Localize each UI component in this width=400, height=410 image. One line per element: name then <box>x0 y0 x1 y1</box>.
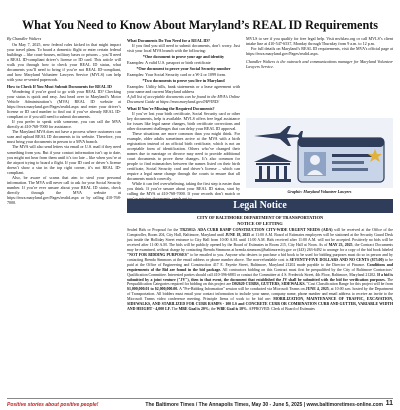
legal-text-bold: JUNE 4, 2025 <box>305 287 329 292</box>
legal-text-bold: $1,000,000.01 to $2,000,000.00. <box>127 287 179 292</box>
page-footer <box>7 400 393 410</box>
legal-text-bold: "NOT FOR BIDDING PURPOSES" <box>127 252 190 257</box>
article-paragraph: The Maryland MVA does not have a process where customers can scan and upload REAL ID documents to its website. Therefore, you must bring your documents in person to a MVA branch. <box>7 129 121 145</box>
legal-text: "Cost Classification Range for this project will be from <box>305 282 393 287</box>
legal-text-bold: MOBILIZATION, MAINTENANCE OF TRAFFIC, EXCAVATION, SIDEWALKS, AND STABILIZED FOR CURB RAMPS - 100 LS and CONCRETE CURB OR COMBINATION CURB AND GUTTER, VARIABLE WIDTH AND HEIGHT - 4,000 LF. <box>127 297 394 312</box>
section-heading: How to Check If You Must Submit Documents for REAL ID <box>7 83 112 89</box>
legal-text-bold: MAY 23, 2025 <box>328 242 353 247</box>
article-paragraph: If you prefer to speak with someone, you can call the MVA directly at 410-768-7000 for assistance. <box>7 119 121 130</box>
legal-text-bold: Conditions and requirements of the Bid are found in the bid package. <box>127 262 393 272</box>
article-paragraph: If you find you still need to submit documents, don’t worry. Just visit your local MVA branch with the following: <box>127 42 240 53</box>
requirement-example: Examples: Utility bills, bank statements or a lease agreement with your name and current Maryland address <box>127 83 240 94</box>
requirement-example: Examples: Your Social Security card or a W-2 or 1099 form. <box>127 71 227 77</box>
legal-notice-body <box>127 228 393 312</box>
legal-text-bold: If a bid is submitted by a joint venture ("JV"), then in that event, the document that established the JV shall be submitted with the bid for verification purposes. <box>127 272 393 282</box>
legal-text: , the Contract Documents may be examined, without charge by contacting Brenda Simmons at brenda.simmons@baltimorecity.gov or (443) 263-6492 to arrange for a copy of the bid book labeled <box>127 242 393 252</box>
legal-text: at 11:00 A.M. Board of Estimates employees will be stationed at the Security Guard Desk just inside the Holliday Street entrance to City Hall from 10:00 A.M. until 11:00 A.M. Bids received after 11:00 A.M. will not be accepted. Positively no bids will be received after 11:00 A.M. The bids will be publicly opened by the Board of Estimates in Room 215, City Hall at Noon. As of <box>127 232 393 247</box>
footer-tagline: Positive stories about positive people! <box>7 402 99 408</box>
article-column-2 <box>127 36 240 201</box>
byline: By Chandler Walters <box>7 36 42 41</box>
legal-text-bold: D02620 CURBS, GUTTERS, SIDEWALKS. <box>232 282 306 287</box>
id-card-icon <box>298 138 384 182</box>
article-paragraph: MVLS to see if you qualify for free legal help. Visit mvlslaw.org or call MVLS’s client intake line at 410-547-6537, Monday through Thursday from 9 a.m. to 12 p.m. <box>246 36 393 47</box>
legal-text: Sealed Bids or Proposal for the <box>127 228 180 232</box>
article-paragraph: On May 7, 2025, new federal rules kicked in that might impact your travel plans. To board a domestic flight or enter certain federal buildings – like court-houses, military bases or prisons – you’ll need a REAL ID-compliant driver’s license or ID card. This article will walk you through how to check your REAL ID status, what documents you’ll need to bring if you’re not REAL ID-compliant, and how Maryland Volunteer Lawyers Service (MVLS) can help with your re-sented paperwork. <box>7 42 121 83</box>
article-paragraph: Also, be aware of scams that aim to steal your personal information. The MVA will never call to ask for your Social Security number. If you’re ever unsure about your REAL ID status, check directly through the MVA website at https://mva.maryland.gov/Pages/realid.aspx or by calling 410-768-7000. <box>7 174 121 205</box>
legal-text: ; the <box>208 307 217 312</box>
section-heading: What Documents Do You Need for a REAL ID? <box>127 37 211 43</box>
real-id-graphic <box>246 118 393 188</box>
legal-notice-title <box>127 215 393 226</box>
legal-text-bold: WBE Goal is 10% <box>216 307 247 312</box>
article-paragraph: These situations are more common than you might think. For example, older adults sometimes arrive at the MVA with a birth registration instead of an official birth certificate, which is not an acceptable form of identification. Others who’ve changed their names due to marriage or divorce may need to provide additional court documents to prove these changes. It’s also common for people to find mismatches between the names listed on their birth certificate, Social Security card and driver’s license – which can require a legal name change through the courts to ensure that all documents match correctly. <box>127 130 240 182</box>
legal-text-bold: SEVENTY-FIVE DOLLARS AND NO CENTS ($75.00) <box>289 257 384 262</box>
legal-text-bold: JUNE 18, 2025 <box>225 232 251 237</box>
real-id-illustration <box>246 118 393 188</box>
column-3-text <box>246 36 393 69</box>
legal-text-bold: TR25012: ADA CURB RAMP CONSTRUCTION CITY-WIDE URGENT NEEDS (ADA) <box>179 228 333 232</box>
legal-text: . APPROVED: Clerk of Board of Estimates <box>246 307 315 312</box>
legal-notice-banner: Legal Notice <box>127 199 393 213</box>
requirement-heading: *One document to prove your age and identity <box>142 53 225 59</box>
legal-text: , at 10:00 a.m. hosted by the Department of Transportation. All bidders must email your contact information to include your name, company name, phone number and email address to receive an invite to the Microsoft Teams video conference meeting. Principle Items of work to be bid are: <box>127 287 393 302</box>
page-number: 11 <box>385 400 393 407</box>
article-paragraph: The MVA will also send letters via email or U.S. mail if they need something from you. But if your contact information isn’t up to date, you might not hear from them until it’s too late – like when you’re at the airport trying to board a flight. If your ID card or driver’s license doesn’t show a star in the top right corner, it’s not REAL ID-compliant. <box>7 144 121 175</box>
legal-text: The <box>170 307 179 312</box>
legal-text: will be received at the Office of the Comptroller, Room 204, City Hall, Baltimore, Maryland until <box>127 228 393 237</box>
legal-text-bold: MBE Goal is 20% <box>178 307 209 312</box>
legal-text: A "Pre-Bidding Information" session will be conducted via Microsoft Teams on <box>178 287 306 292</box>
requirement-example: Examples: A valid U.S. passport or birth certificate <box>127 59 211 65</box>
page-headline: What You Need to Know About Maryland’s REAL ID Requirements <box>21 18 379 32</box>
legal-text: to be emailed to you. Anyone who desires to purchase a bid book to be used for bidding purposes must do so in person and by contacting Brenda Simmons at the email address or phone number above. The non-refundable cost is <box>127 252 393 262</box>
legal-text: All contractors bidding on this Contract must first be prequalified by the City of Baltimore Contractors’ Qualification Committee. Interested parties should call 410-396-6883 or contact the Committee at 4 S. Frederick Street, 4th Floor, Baltimore, Maryland 21202. <box>127 267 393 277</box>
legal-text: to be paid at the Office of Engineering and Construction 417 E. Fayette Street, Baltimore, Maryland 21202 made payable to the Director of Finance. <box>127 257 393 267</box>
requirement-heading: *One document to prove your Social Security number <box>136 65 231 71</box>
author-bio: Chandler Walters is the outreach and communications manager for Maryland Volunteer Lawyers Service. <box>246 59 393 70</box>
footer-publication-info: The Baltimore Times / The Annapolis Times, May 30 - June 5, 2025 | www.baltimoretimes-online.com <box>145 402 383 408</box>
section-heading: What If You’re Missing the Required Documents? <box>127 105 215 111</box>
document-guide-note: A full list of acceptable documents can be found in the MVA’s Online Document Guide at https://mva.maryland.gov/IAP/IND/ <box>127 93 240 105</box>
article-paragraph: For full details on Maryland’s REAL ID requirements, visit the MVA’s official page at https://mva.maryland.gov/Pages/realid.aspx. <box>246 46 393 57</box>
article-paragraph: Wondering if you’re good to go with your REAL ID? Checking your status is quick and easy. Just head over to Maryland’s Motor Vehicle Administration’s (MVA) REAL ID website at https://mva.maryland.gov/Pages/realid.aspx and enter your driver’s license or ID card number to find out if you’ve already REAL ID-compliant or if you still need to submit documents. <box>7 88 121 120</box>
graphic-caption: Graphic: Maryland Volunteer Lawyers <box>287 189 352 194</box>
legal-notice-subtitle: NOTICE OF LETTING <box>237 220 283 226</box>
requirement-heading: *Two documents to prove you live in Maryland <box>142 77 225 83</box>
legal-text: The Prequalification Categories required for bidding on this project are <box>127 277 393 287</box>
footer-divider <box>7 398 393 399</box>
article-paragraph: While it can feel overwhelming, taking the first step is easier than you think. If you’re unsure about your REAL ID status, start by calling the MVA at 410-768-7000. If your records don’t match or <box>127 181 240 197</box>
legal-notice-agency: CITY OF BALTIMORE DEPARTMENT OF TRANSPORTATION <box>196 215 324 220</box>
article-paragraph: If you’ve lost your birth certificate, Social Security card or other key documents, help is available. MVLS offers free legal assistance for issues like legal name changes, birth certificate corrections and other document challenges that can delay your REAL ID approval. <box>127 110 240 131</box>
article-column-1 <box>7 36 121 205</box>
